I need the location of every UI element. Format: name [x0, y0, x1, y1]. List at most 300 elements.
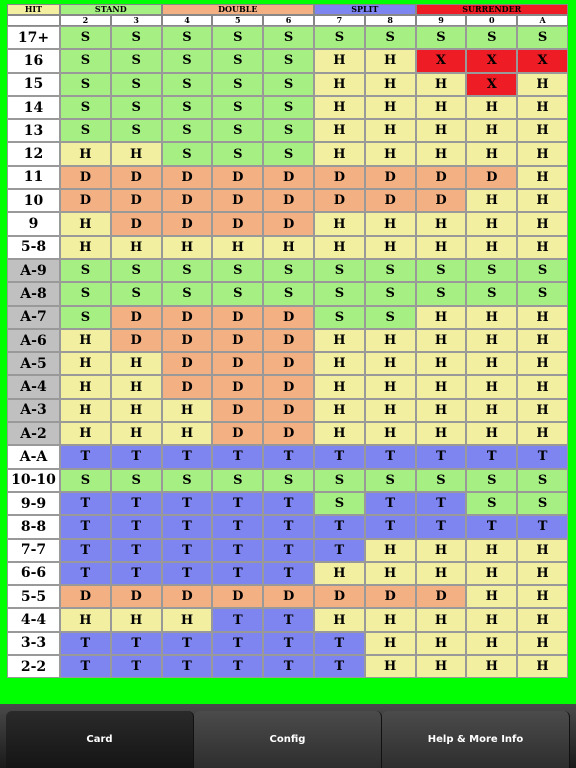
action-cell: S	[314, 259, 365, 282]
dealer-card-9: 9	[416, 15, 467, 26]
action-cell: H	[466, 212, 517, 235]
action-cell: S	[517, 492, 568, 515]
dealer-card-3: 3	[111, 15, 162, 26]
legend-surrender: SURRENDER	[416, 4, 568, 15]
hand-label: 13	[7, 119, 60, 142]
dealer-card-0: 0	[466, 15, 517, 26]
action-cell: D	[212, 399, 263, 422]
hand-row-13	[7, 119, 568, 142]
action-cell: D	[416, 166, 467, 189]
tab-help-more-info[interactable]: Help & More Info	[382, 711, 570, 768]
action-cell: H	[517, 329, 568, 352]
action-cell: D	[263, 189, 314, 212]
action-cell: S	[60, 259, 111, 282]
hand-row-3-3	[7, 632, 568, 655]
hand-label: 3-3	[7, 632, 60, 655]
action-cell: H	[416, 306, 467, 329]
action-cell: H	[466, 142, 517, 165]
action-cell: S	[111, 96, 162, 119]
action-cell: H	[111, 422, 162, 445]
action-cell: H	[365, 539, 416, 562]
action-cell: H	[416, 562, 467, 585]
action-cell: S	[212, 73, 263, 96]
dealer-card-6: 6	[263, 15, 314, 26]
action-cell: D	[263, 166, 314, 189]
hand-label: A-8	[7, 282, 60, 305]
action-cell: H	[314, 329, 365, 352]
hand-label: 5-5	[7, 585, 60, 608]
action-cell: H	[517, 655, 568, 678]
action-cell: H	[416, 399, 467, 422]
action-cell: D	[365, 189, 416, 212]
action-cell: S	[111, 49, 162, 72]
action-cell: S	[212, 26, 263, 49]
action-cell: H	[162, 422, 213, 445]
action-cell: T	[365, 445, 416, 468]
action-cell: D	[212, 422, 263, 445]
action-cell: H	[466, 585, 517, 608]
action-cell: T	[162, 562, 213, 585]
hand-row-11	[7, 166, 568, 189]
action-cell: H	[466, 236, 517, 259]
action-cell: S	[517, 282, 568, 305]
strategy-chart	[7, 4, 568, 678]
action-cell: S	[60, 96, 111, 119]
action-cell: S	[263, 469, 314, 492]
action-cell: H	[60, 608, 111, 631]
action-cell: S	[314, 282, 365, 305]
hand-label: 7-7	[7, 539, 60, 562]
action-cell: H	[365, 73, 416, 96]
action-cell: H	[517, 399, 568, 422]
action-cell: D	[162, 212, 213, 235]
action-cell: S	[212, 282, 263, 305]
dealer-card-2: 2	[60, 15, 111, 26]
action-cell: T	[162, 655, 213, 678]
action-cell: H	[365, 562, 416, 585]
action-cell: T	[517, 515, 568, 538]
hand-label: 11	[7, 166, 60, 189]
action-cell: H	[416, 236, 467, 259]
hand-row-7-7	[7, 539, 568, 562]
action-cell: T	[416, 492, 467, 515]
action-cell: D	[212, 585, 263, 608]
action-cell: S	[60, 282, 111, 305]
action-cell: D	[314, 166, 365, 189]
action-cell: H	[162, 608, 213, 631]
tab-bar	[0, 704, 576, 768]
action-cell: H	[466, 352, 517, 375]
action-cell: T	[111, 515, 162, 538]
action-cell: S	[111, 119, 162, 142]
action-cell: T	[263, 632, 314, 655]
action-cell: S	[162, 259, 213, 282]
action-cell: H	[416, 119, 467, 142]
action-cell: S	[212, 142, 263, 165]
action-cell: T	[162, 539, 213, 562]
action-cell: H	[365, 399, 416, 422]
action-cell: S	[60, 26, 111, 49]
hand-row-12	[7, 142, 568, 165]
action-cell: T	[162, 632, 213, 655]
action-cell: S	[212, 259, 263, 282]
action-cell: H	[314, 49, 365, 72]
action-cell: H	[60, 329, 111, 352]
action-cell: H	[466, 96, 517, 119]
action-cell: T	[162, 515, 213, 538]
action-cell: T	[212, 608, 263, 631]
action-cell: H	[466, 189, 517, 212]
action-cell: S	[263, 282, 314, 305]
action-cell: S	[466, 469, 517, 492]
action-cell: H	[416, 655, 467, 678]
action-cell: H	[517, 352, 568, 375]
action-cell: H	[365, 632, 416, 655]
hand-label: 5-8	[7, 236, 60, 259]
action-cell: D	[162, 306, 213, 329]
hand-label: 9-9	[7, 492, 60, 515]
action-cell: S	[212, 119, 263, 142]
action-cell: H	[365, 236, 416, 259]
action-cell: S	[60, 49, 111, 72]
dealer-card-5: 5	[212, 15, 263, 26]
action-cell: T	[314, 515, 365, 538]
action-cell: D	[212, 189, 263, 212]
hand-row-4-4	[7, 608, 568, 631]
action-cell: D	[263, 352, 314, 375]
action-cell: T	[416, 445, 467, 468]
action-cell: S	[416, 259, 467, 282]
action-cell: D	[314, 189, 365, 212]
hand-label: 12	[7, 142, 60, 165]
action-cell: H	[466, 655, 517, 678]
action-cell: H	[466, 329, 517, 352]
action-cell: S	[365, 469, 416, 492]
action-cell: H	[517, 73, 568, 96]
action-cell: H	[466, 375, 517, 398]
action-cell: S	[365, 306, 416, 329]
action-cell: H	[60, 236, 111, 259]
action-cell: S	[111, 469, 162, 492]
action-cell: H	[466, 306, 517, 329]
action-cell: S	[263, 26, 314, 49]
action-cell: D	[60, 189, 111, 212]
action-cell: H	[517, 375, 568, 398]
action-cell: S	[263, 73, 314, 96]
hand-row-A-5	[7, 352, 568, 375]
action-cell: D	[263, 329, 314, 352]
hand-label: A-4	[7, 375, 60, 398]
hand-label: 4-4	[7, 608, 60, 631]
hand-row-A-4	[7, 375, 568, 398]
action-cell: T	[162, 445, 213, 468]
action-cell: H	[314, 399, 365, 422]
action-cell: D	[111, 329, 162, 352]
legend-split: SPLIT	[314, 4, 416, 15]
action-cell: T	[111, 445, 162, 468]
action-cell: H	[162, 399, 213, 422]
action-cell: D	[212, 212, 263, 235]
action-cell: H	[517, 96, 568, 119]
action-cell: S	[162, 469, 213, 492]
action-cell: T	[162, 492, 213, 515]
action-cell: D	[60, 585, 111, 608]
action-cell: H	[517, 142, 568, 165]
action-cell: H	[517, 119, 568, 142]
action-cell: T	[212, 445, 263, 468]
action-cell: H	[517, 539, 568, 562]
action-cell: T	[263, 515, 314, 538]
header-corner	[7, 15, 60, 26]
action-cell: D	[162, 329, 213, 352]
action-cell: S	[263, 142, 314, 165]
action-cell: D	[212, 375, 263, 398]
action-cell: S	[162, 49, 213, 72]
action-cell: H	[314, 236, 365, 259]
action-cell: H	[466, 422, 517, 445]
action-cell: H	[365, 329, 416, 352]
dealer-card-4: 4	[162, 15, 213, 26]
action-cell: H	[517, 166, 568, 189]
action-cell: H	[314, 119, 365, 142]
action-cell: D	[263, 212, 314, 235]
action-cell: H	[60, 142, 111, 165]
action-cell: H	[60, 375, 111, 398]
action-cell: S	[111, 26, 162, 49]
action-cell: S	[365, 259, 416, 282]
action-cell: S	[466, 492, 517, 515]
action-cell: H	[365, 422, 416, 445]
action-cell: H	[416, 375, 467, 398]
action-cell: H	[365, 212, 416, 235]
action-cell: H	[365, 96, 416, 119]
action-cell: H	[314, 73, 365, 96]
action-cell: H	[416, 73, 467, 96]
action-cell: H	[365, 119, 416, 142]
action-cell: D	[263, 422, 314, 445]
action-cell: S	[263, 96, 314, 119]
action-cell: H	[416, 539, 467, 562]
action-cell: T	[111, 655, 162, 678]
action-cell: H	[517, 422, 568, 445]
action-cell: H	[365, 375, 416, 398]
hand-row-15	[7, 73, 568, 96]
tab-config[interactable]: Config	[194, 711, 382, 768]
legend	[7, 4, 568, 15]
action-cell: H	[466, 562, 517, 585]
action-cell: S	[162, 282, 213, 305]
action-cell: T	[365, 492, 416, 515]
action-cell: T	[60, 655, 111, 678]
action-cell: H	[60, 212, 111, 235]
action-cell: H	[111, 236, 162, 259]
legend-double: DOUBLE	[162, 4, 314, 15]
action-cell: D	[162, 585, 213, 608]
action-cell: T	[263, 562, 314, 585]
hand-label: 14	[7, 96, 60, 119]
action-cell: T	[111, 632, 162, 655]
action-cell: T	[111, 539, 162, 562]
action-cell: S	[263, 259, 314, 282]
dealer-card-header	[7, 15, 568, 26]
action-cell: S	[60, 119, 111, 142]
action-cell: T	[60, 539, 111, 562]
hand-label: 10	[7, 189, 60, 212]
action-cell: H	[314, 142, 365, 165]
action-cell: H	[466, 632, 517, 655]
action-cell: S	[111, 73, 162, 96]
hand-row-16	[7, 49, 568, 72]
hand-row-A-6	[7, 329, 568, 352]
action-cell: S	[212, 469, 263, 492]
hand-row-6-6	[7, 562, 568, 585]
action-cell: D	[111, 585, 162, 608]
action-cell: S	[60, 306, 111, 329]
action-cell: T	[60, 632, 111, 655]
hand-label: 6-6	[7, 562, 60, 585]
hand-row-A-8	[7, 282, 568, 305]
hand-row-A-3	[7, 399, 568, 422]
action-cell: H	[263, 236, 314, 259]
hand-row-A-2	[7, 422, 568, 445]
action-cell: H	[517, 212, 568, 235]
action-cell: H	[314, 212, 365, 235]
action-cell: H	[365, 142, 416, 165]
action-cell: D	[212, 352, 263, 375]
action-cell: D	[111, 306, 162, 329]
action-cell: D	[416, 189, 467, 212]
action-cell: H	[416, 422, 467, 445]
hand-row-14	[7, 96, 568, 119]
legend-hit: HIT	[7, 4, 60, 15]
hand-label: A-9	[7, 259, 60, 282]
action-cell: H	[111, 142, 162, 165]
action-cell: H	[416, 632, 467, 655]
action-cell: S	[162, 73, 213, 96]
action-cell: T	[314, 539, 365, 562]
hand-row-A-A	[7, 445, 568, 468]
action-cell: T	[212, 632, 263, 655]
action-cell: S	[162, 119, 213, 142]
action-cell: T	[466, 515, 517, 538]
hand-row-5-5	[7, 585, 568, 608]
hand-label: 15	[7, 73, 60, 96]
hand-row-10-10	[7, 469, 568, 492]
action-cell: T	[263, 655, 314, 678]
action-cell: H	[365, 49, 416, 72]
action-cell: H	[466, 119, 517, 142]
action-cell: S	[365, 282, 416, 305]
action-cell: S	[517, 469, 568, 492]
action-cell: H	[212, 236, 263, 259]
action-cell: S	[60, 73, 111, 96]
action-cell: H	[365, 352, 416, 375]
action-cell: T	[466, 445, 517, 468]
action-cell: S	[416, 469, 467, 492]
action-cell: T	[212, 562, 263, 585]
action-cell: T	[314, 445, 365, 468]
action-cell: S	[314, 26, 365, 49]
tab-card[interactable]: Card	[6, 711, 194, 768]
action-cell: H	[416, 142, 467, 165]
action-cell: S	[212, 96, 263, 119]
action-cell: H	[314, 422, 365, 445]
action-cell: D	[263, 585, 314, 608]
action-cell: T	[212, 515, 263, 538]
action-cell: H	[60, 352, 111, 375]
action-cell: H	[517, 585, 568, 608]
action-cell: T	[263, 608, 314, 631]
action-cell: T	[60, 492, 111, 515]
hand-row-A-9	[7, 259, 568, 282]
action-cell: S	[314, 469, 365, 492]
action-cell: D	[162, 375, 213, 398]
hand-label: 2-2	[7, 655, 60, 678]
action-cell: S	[263, 119, 314, 142]
hand-row-9	[7, 212, 568, 235]
action-cell: H	[314, 96, 365, 119]
hand-label: A-2	[7, 422, 60, 445]
action-cell: D	[162, 166, 213, 189]
action-cell: D	[466, 166, 517, 189]
hand-row-5-8	[7, 236, 568, 259]
action-cell: T	[263, 492, 314, 515]
action-cell: H	[111, 399, 162, 422]
hand-row-9-9	[7, 492, 568, 515]
action-cell: D	[365, 166, 416, 189]
action-cell: S	[60, 469, 111, 492]
action-cell: H	[314, 608, 365, 631]
action-cell: S	[314, 306, 365, 329]
action-cell: H	[60, 422, 111, 445]
hand-label: 17+	[7, 26, 60, 49]
hand-label: 16	[7, 49, 60, 72]
action-cell: S	[162, 96, 213, 119]
action-cell: T	[416, 515, 467, 538]
action-cell: D	[111, 166, 162, 189]
action-cell: S	[466, 259, 517, 282]
hand-label: 8-8	[7, 515, 60, 538]
hand-label: 9	[7, 212, 60, 235]
hand-row-8-8	[7, 515, 568, 538]
action-cell: S	[517, 259, 568, 282]
action-cell: S	[416, 282, 467, 305]
action-cell: D	[212, 166, 263, 189]
hand-row-A-7	[7, 306, 568, 329]
action-cell: D	[365, 585, 416, 608]
action-cell: D	[162, 189, 213, 212]
action-cell: H	[111, 608, 162, 631]
hand-label: A-A	[7, 445, 60, 468]
action-cell: D	[263, 399, 314, 422]
action-cell: D	[60, 166, 111, 189]
action-cell: H	[517, 608, 568, 631]
action-cell: H	[517, 306, 568, 329]
action-cell: D	[212, 329, 263, 352]
strategy-rows	[7, 26, 568, 678]
action-cell: H	[416, 96, 467, 119]
action-cell: H	[416, 329, 467, 352]
action-cell: S	[314, 492, 365, 515]
action-cell: S	[365, 26, 416, 49]
action-cell: T	[212, 492, 263, 515]
action-cell: S	[416, 26, 467, 49]
action-cell: T	[111, 562, 162, 585]
hand-label: A-6	[7, 329, 60, 352]
action-cell: T	[60, 562, 111, 585]
action-cell: H	[416, 352, 467, 375]
action-cell: D	[314, 585, 365, 608]
